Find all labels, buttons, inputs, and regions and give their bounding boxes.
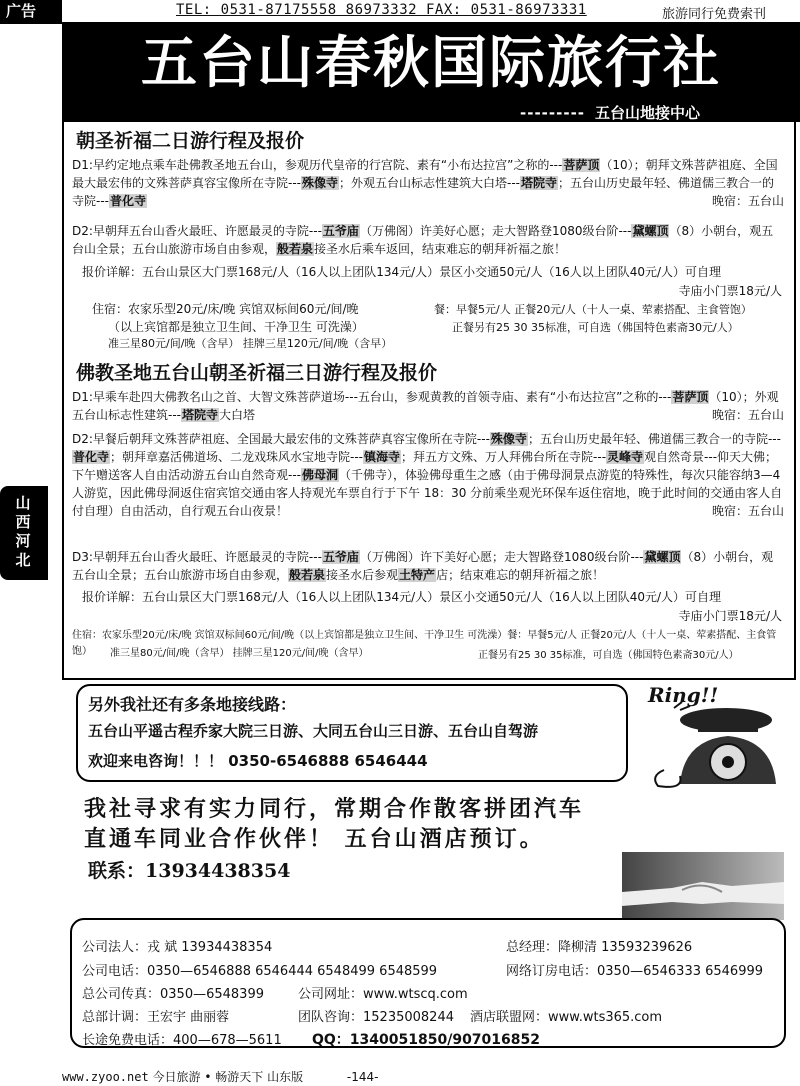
t2d3-b: （万佛阁）许下美好心愿；走大智路登1080级台阶---: [359, 550, 644, 564]
tour2-stay2: 准三星80元/间/晚（含早） 挂牌三星120元/间/晚（含早）: [110, 648, 369, 659]
tour1-price: 报价详解：五台山景区大门票168元/人（16人以上团队134元/人）景区小交通50元/人（16人以上团队40元/人）可自理: [82, 265, 722, 279]
contact-phone: 联系：13934438354: [88, 860, 291, 882]
routes-heading: 另外我社还有多条地接线路：: [88, 695, 297, 714]
t1d2-d: 接圣水后乘车返回，结束难忘的朝拜祈福之旅！: [314, 242, 567, 256]
info-manager: 总经理：降柳清 13593239626: [506, 940, 693, 955]
t2d3-hl-bore: 般若泉: [289, 568, 326, 582]
t1d1-c: ；外观五台山标志性建筑大白塔---: [339, 176, 521, 190]
routes-hotline: 欢迎来电咨询！！！ 0350-6546888 6546444: [88, 752, 428, 770]
info-website: 公司网址：www.wtscq.com: [298, 987, 468, 1002]
t2d3-a: D3:早朝拜五台山香火最旺、许愿最灵的寺院---: [72, 550, 322, 564]
tour1-stay3: 准三星80元/间/晚（含早） 挂牌三星120元/间/晚（含早）: [108, 337, 393, 350]
footer-slogan: 今日旅游 • 畅游天下: [152, 1070, 264, 1084]
tour1-day1: [72, 156, 784, 210]
t1d1-d: ；五台山历史最年轻、佛道儒三教合一的寺院---: [72, 176, 775, 208]
t2d1-a: D1:早乘车赴四大佛教名山之首、大智文殊菩萨道场---五台山，参观黄教的首领寺庙、素有“小布达拉宫”之称的---: [72, 390, 672, 404]
t2d2-lodging: 晚宿：五台山: [711, 504, 784, 518]
routes-list: 五台山平遥古程乔家大院三日游、大同五台山三日游、五台山自驾游: [88, 722, 539, 740]
header-right-label: 旅游同行免费索刊: [662, 7, 767, 22]
info-hotline: 长途免费电话：400—678—5611: [82, 1033, 282, 1048]
tour1-meal2: 正餐另有25 30 35标准，可自选（佛国特色素斋30元/人）: [452, 321, 739, 334]
ringing-phone-icon: [644, 680, 784, 792]
t2d1-b: （10）；外观五台山标志性建筑---: [72, 390, 779, 422]
tour1-day2: [72, 222, 784, 258]
t2d1-lodging: 晚宿：五台山: [711, 408, 784, 422]
info-tel: 公司电话：0350—6546888 6546444 6548499 6548599: [82, 964, 438, 979]
recruit-line2: 直通车同业合作伙伴！ 五台山酒店预订。: [84, 826, 545, 852]
t1d2-c: （8）小朝台，观五台山全景；五台山旅游市场自由参观，: [72, 224, 774, 256]
t1d1-hl-pusading: 菩萨顶: [563, 158, 600, 172]
t2d2-hl-puhuasi: 普化寺: [73, 450, 110, 464]
info-legal: 公司法人：戎 斌 13934438354: [82, 940, 273, 955]
info-qq: QQ：1340051850/907016852: [312, 1032, 540, 1048]
header-phones: TEL: 0531-87175558 86973332 FAX: 0531-86973331: [176, 2, 587, 18]
footer-edition: 山东版: [267, 1070, 304, 1084]
t1d2-a: D2:早朝拜五台山香火最旺、许愿最灵的寺院---: [72, 224, 322, 238]
tour2-stay-meal: 住宿：农家乐型20元/床/晚 宾馆双标间60元/间/晚（以上宾馆都是独立卫生间、干净卫生 可洗澡）餐：早餐5元/人 正餐20元/人（十人一桌、荤素搭配、主食管饱）: [72, 630, 777, 657]
info-dept: 总部计调：王宏宇 曲丽蓉: [82, 1010, 230, 1025]
t2d2-b: ；五台山历史最年轻、佛道儒三教合一的寺院---: [527, 432, 781, 446]
t1d1-lodging: 晚宿：五台山: [711, 194, 784, 208]
recruit-line1: 我社寻求有实力同行，常期合作散客拼团汽车: [84, 796, 585, 822]
t2d1-hl-pusading: 菩萨顶: [672, 390, 709, 404]
t1d2-hl-wuyemiao: 五爷庙: [322, 224, 359, 238]
tour1-temple-ticket: 寺庙小门票18元/人: [678, 284, 782, 298]
t2d2-hl-shuxiangsi: 殊像寺: [490, 432, 527, 446]
t2d3-hl-wuyemiao: 五爷庙: [322, 550, 359, 564]
t2d1-hl-tayuansi: 塔院寺: [182, 408, 219, 422]
tour1-stay1: 住宿：农家乐型20元/床/晚 宾馆双标间60元/间/晚: [92, 302, 359, 316]
info-group: 团队咨询：15235008244: [298, 1010, 454, 1025]
info-booking: 网络订房电话：0350—6546333 6546999: [506, 964, 764, 979]
region-side-tab: [0, 486, 48, 580]
t2d3-hl-techan: 土特产: [399, 568, 436, 582]
info-fax: 总公司传真：0350—6548399: [82, 987, 264, 1002]
t1d2-hl-dailuoding: 黛螺顶: [632, 224, 669, 238]
company-info-box: [70, 918, 786, 1048]
t1d1-b: （10）；朝拜文殊菩萨祖庭、全国最大最宏伟的文殊菩萨真容宝像所在寺院---: [72, 158, 778, 190]
handshake-icon: [622, 852, 784, 920]
banner-subtitle-text: 五台山地接中心: [595, 104, 701, 122]
t1d1-hl-tayuansi: 塔院寺: [521, 176, 558, 190]
t2d1-c: 大白塔: [219, 408, 256, 422]
t2d2-c: ；朝拜章嘉活佛道场、二龙戏珠风水宝地寺院---: [110, 450, 364, 464]
footer-url: www.zyoo.net: [62, 1070, 149, 1084]
tour2-day1: [72, 388, 784, 424]
tour2-price: 报价详解：五台山景区大门票168元/人（16人以上团队134元/人）景区小交通50元/人（16人以上团队40元/人）可自理: [82, 590, 722, 604]
t1d1-a: D1:早约定地点乘车赴佛教圣地五台山，参观历代皇帝的行宫院、素有“小布达拉宫”之称的---: [72, 158, 563, 172]
t2d2-hl-fomudong: 佛母洞: [302, 468, 339, 482]
ad-tag: 广告: [0, 0, 62, 22]
tour1-meal1: 餐：早餐5元/人 正餐20元/人（十人一桌、荤素搭配、主食管饱）: [434, 303, 752, 316]
tour1-stay2: （以上宾馆都是独立卫生间、干净卫生 可洗澡）: [108, 320, 364, 334]
tour2-day2: [72, 430, 784, 520]
t2d2-hl-zhenhaisi: 镇海寺: [364, 450, 401, 464]
t2d3-e: 店；结束难忘的朝拜祈福之旅！: [436, 568, 605, 582]
region-label: 山西河北: [15, 494, 31, 569]
tour1-title: 朝圣祈福二日游行程及报价: [76, 130, 305, 152]
ring-text: Ring!!: [648, 683, 719, 707]
page-number: -144-: [346, 1070, 379, 1084]
t2d3-d: 接圣水后参观: [326, 568, 399, 582]
t2d2-f: （千佛寺），体验佛母重生之感（由于佛母洞景点游览的特殊性，每次只能容纳3—4人游览，因此佛母洞返住宿宾馆交通由客人持观光车票自行于下午 18：30 分前乘坐观光环保车返住宿地，晚于此时间的交通由客人自付自理）自由活动，自行观五台山夜景！: [72, 468, 783, 518]
t2d2-hl-lingfengsi: 灵峰寺: [607, 450, 644, 464]
t2d3-hl-dailuoding: 黛螺顶: [644, 550, 681, 564]
tour2-temple-ticket: 寺庙小门票18元/人: [678, 609, 782, 623]
t2d2-d: ；拜五方文殊、万人拜佛台所在寺院---: [401, 450, 607, 464]
t1d2-hl-bore: 般若泉: [277, 242, 314, 256]
extra-routes-box: [76, 684, 628, 782]
company-name: 五台山春秋国际旅行社: [141, 31, 721, 96]
t1d1-hl-puhuasi: 普化寺: [110, 194, 147, 208]
t1d2-b: （万佛阁）许美好心愿；走大智路登1080级台阶---: [359, 224, 632, 238]
t2d2-a: D2:早餐后朝拜文殊菩萨祖庭、全国最大最宏伟的文殊菩萨真容宝像所在寺院---: [72, 432, 490, 446]
t1d1-hl-shuxiangsi: 殊像寺: [302, 176, 339, 190]
tour2-meal2: 正餐另有25 30 35标准，可自选（佛国特色素斋30元/人）: [478, 650, 739, 661]
t2d3-c: （8）小朝台，观五台山全景；五台山旅游市场自由参观，: [72, 550, 774, 582]
banner-dashes: ---------: [520, 104, 586, 122]
t2d2-e: 观自然奇景---仰天大佛；下午赠送客人自由活动游五台山自然奇观---: [72, 450, 778, 482]
banner-subtitle: [520, 102, 700, 123]
info-hotel: 酒店联盟网：www.wts365.com: [470, 1010, 663, 1025]
tour2-day3: [72, 548, 784, 584]
page-footer: [62, 1068, 379, 1085]
tour2-title: 佛教圣地五台山朝圣祈福三日游行程及报价: [76, 362, 438, 384]
